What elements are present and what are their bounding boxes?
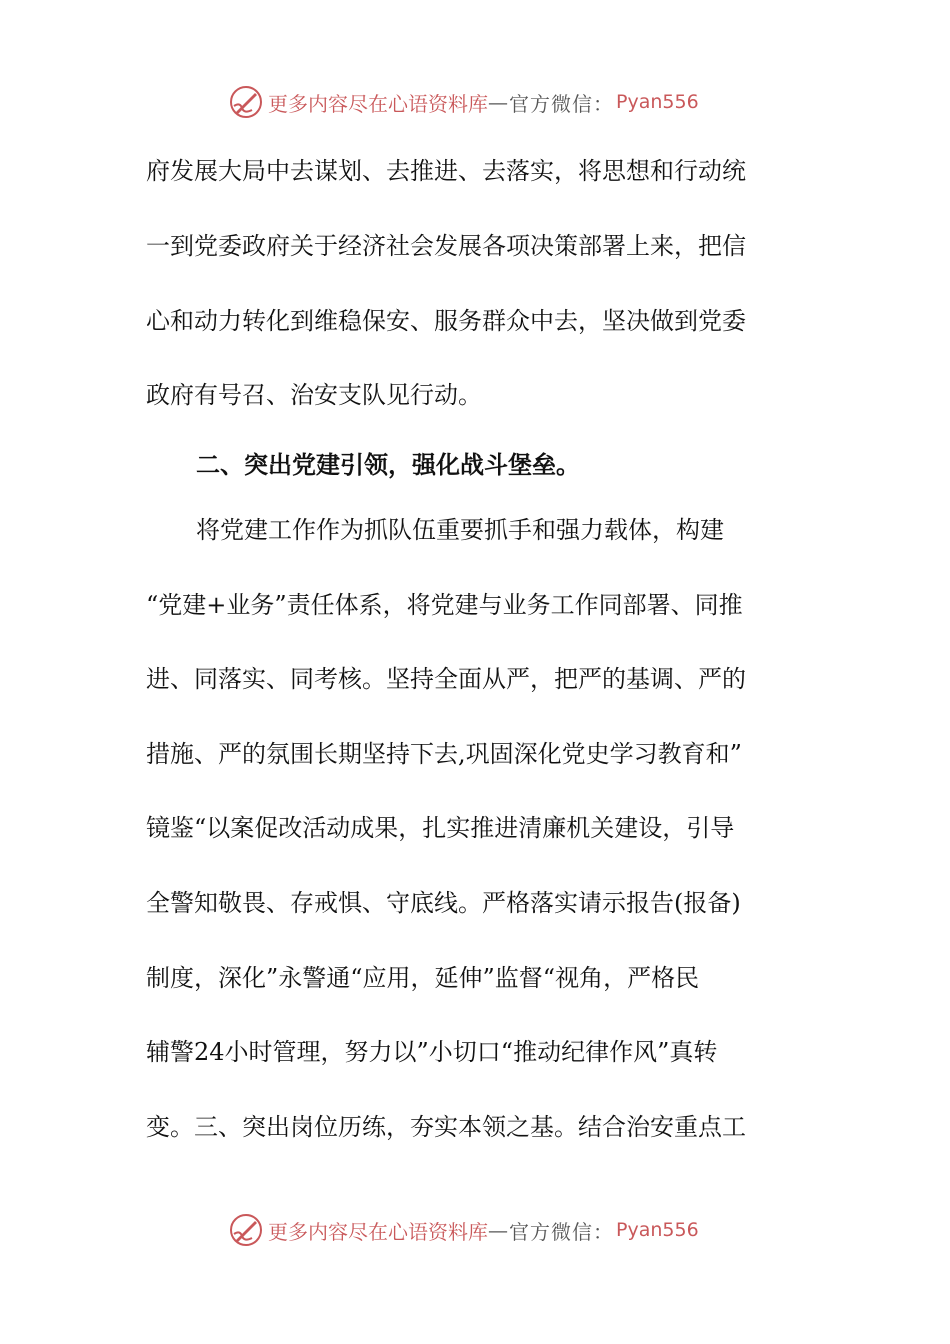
watermark-text: 更多内容尽在心语资料库 (268, 1219, 488, 1244)
watermark-banner-bottom (228, 1210, 748, 1250)
text-line: 辅警24小时管理，努力以”小切口“推动纪律作风”真转 (146, 1038, 718, 1066)
text-line: 措施、严的氛围长期坚持下去,巩固深化党史学习教育和” (146, 740, 742, 768)
pen-logo-icon (228, 1212, 264, 1248)
text-line: 一到党委政府关于经济社会发展各项决策部署上来，把信 (146, 232, 746, 260)
watermark-text: 更多内容尽在心语资料库 (268, 91, 488, 116)
watermark-label: 官方微信： (509, 1219, 614, 1244)
watermark-id: Pyan556 (616, 1219, 699, 1241)
text-line: 制度，深化”永警通“应用，延伸”监督“视角，严格民 (146, 964, 700, 992)
watermark-label: 官方微信： (509, 91, 614, 116)
text-line: 心和动力转化到维稳保安、服务群众中去，坚决做到党委 (146, 307, 746, 335)
text-line: 政府有号召、治安支队见行动。 (146, 381, 482, 409)
text-line: 进、同落实、同考核。坚持全面从严，把严的基调、严的 (146, 665, 746, 693)
watermark-dash: — (488, 90, 509, 114)
pen-logo-icon (228, 84, 264, 120)
watermark-banner-top (228, 82, 748, 122)
section-heading: 二、突出党建引领，强化战斗堡垒。 (196, 451, 580, 479)
text-line: 府发展大局中去谋划、去推进、去落实，将思想和行动统 (146, 157, 746, 185)
watermark-id: Pyan556 (616, 91, 699, 113)
text-line: 将党建工作作为抓队伍重要抓手和强力载体，构建 (196, 516, 724, 544)
text-line: 镜鉴“以案促改活动成果，扎实推进清廉机关建设，引导 (146, 814, 735, 842)
text-line: 全警知敬畏、存戒惧、守底线。严格落实请示报告(报备) (146, 889, 741, 917)
text-line: 变。三、突出岗位历练，夯实本领之基。结合治安重点工 (146, 1113, 746, 1141)
text-line: “党建+业务”责任体系，将党建与业务工作同部署、同推 (146, 591, 743, 619)
watermark-dash: — (488, 1218, 509, 1242)
